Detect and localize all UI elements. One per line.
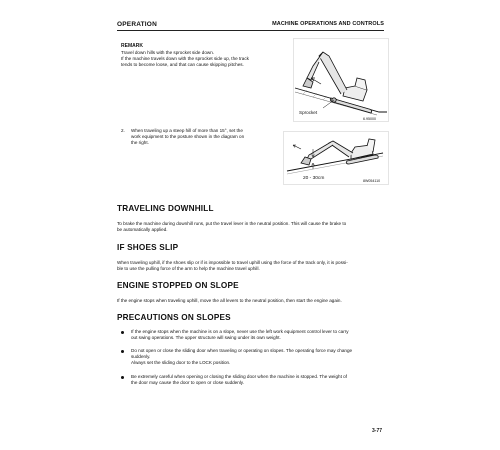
- paragraph-line: To brake the machine during downhill runs, put the travel lever in the neutral position. This will cause the brake to: [117, 221, 347, 226]
- bullet-line: out swing operations. The upper structure will swing under its own weight.: [131, 335, 281, 341]
- uphill-posture-figure: [283, 131, 389, 185]
- bullet-line: If the engine stops when the machine is on a slope, never use the left work equipment control lever to carry: [131, 329, 349, 334]
- bullet-line: Always set the sliding door to the LOCK position.: [131, 360, 231, 366]
- paragraph-line: When traveling uphill, if the shoes slip or if is impossible to travel uphill using the force of the track only, it is possi-: [117, 260, 348, 265]
- bullet-line: Be extremely careful when opening or closing the sliding door when the machine is stopped. The weight of: [131, 374, 347, 379]
- paragraph-line: ble to use the pulling force of the arm to help the machine travel uphill.: [117, 266, 260, 272]
- remark-body: [121, 50, 289, 69]
- bullet-line: the door may cause the door to open or close suddenly.: [131, 380, 245, 386]
- remark-line: tends to become loose, and that can cause skipping pitches.: [121, 62, 244, 68]
- traveling-downhill-text: [117, 221, 387, 233]
- remark-title: REMARK: [121, 43, 143, 49]
- page-number: 3-77: [372, 428, 383, 434]
- section-header: OPERATION: [117, 21, 157, 28]
- step-line: work equipment to the posture shown in the diagram on: [131, 134, 245, 140]
- paragraph-line: be automatically applied.: [117, 227, 168, 233]
- bullet-dot: [121, 331, 124, 334]
- engine-stopped-heading: ENGINE STOPPED ON SLOPE: [117, 281, 239, 290]
- remark-line: Travel down hills with the sprocket side down.: [121, 50, 215, 55]
- figure2-code: 8W054110: [363, 179, 381, 183]
- shoes-slip-text: [117, 260, 387, 272]
- step-number: 2.: [121, 128, 125, 133]
- figure1-code: 6.95000: [363, 117, 376, 121]
- header-rule: [117, 30, 384, 31]
- precautions-heading: PRECAUTIONS ON SLOPES: [117, 313, 231, 322]
- paragraph-line: If the engine stops when traveling uphill, move the all levers to the neutral position, then start the engine again.: [117, 298, 342, 303]
- clearance-label: 20 - 30cm: [303, 176, 325, 181]
- sprocket-label: Sprocket: [299, 110, 318, 115]
- step-line: the right.: [131, 140, 149, 146]
- step-line: When traveling up a steep hill of more than 15°, set the: [131, 128, 243, 133]
- chapter-header: MACHINE OPERATIONS AND CONTROLS: [272, 21, 384, 27]
- bullet-line: suddenly.: [131, 354, 151, 360]
- remark-line: If the machine travels down with the sprocket side up, the track: [121, 56, 249, 62]
- bullet-line: Do not open or close the sliding door when traveling or operating on slopes. The operating force may change: [131, 348, 353, 353]
- traveling-downhill-heading: TRAVELING DOWNHILL: [117, 204, 214, 213]
- sprocket-down-slope-figure: [293, 38, 389, 122]
- bullet-dot: [121, 376, 124, 379]
- shoes-slip-heading: IF SHOES SLIP: [117, 243, 179, 252]
- engine-stopped-text: [117, 298, 387, 304]
- bullet-dot: [121, 350, 124, 353]
